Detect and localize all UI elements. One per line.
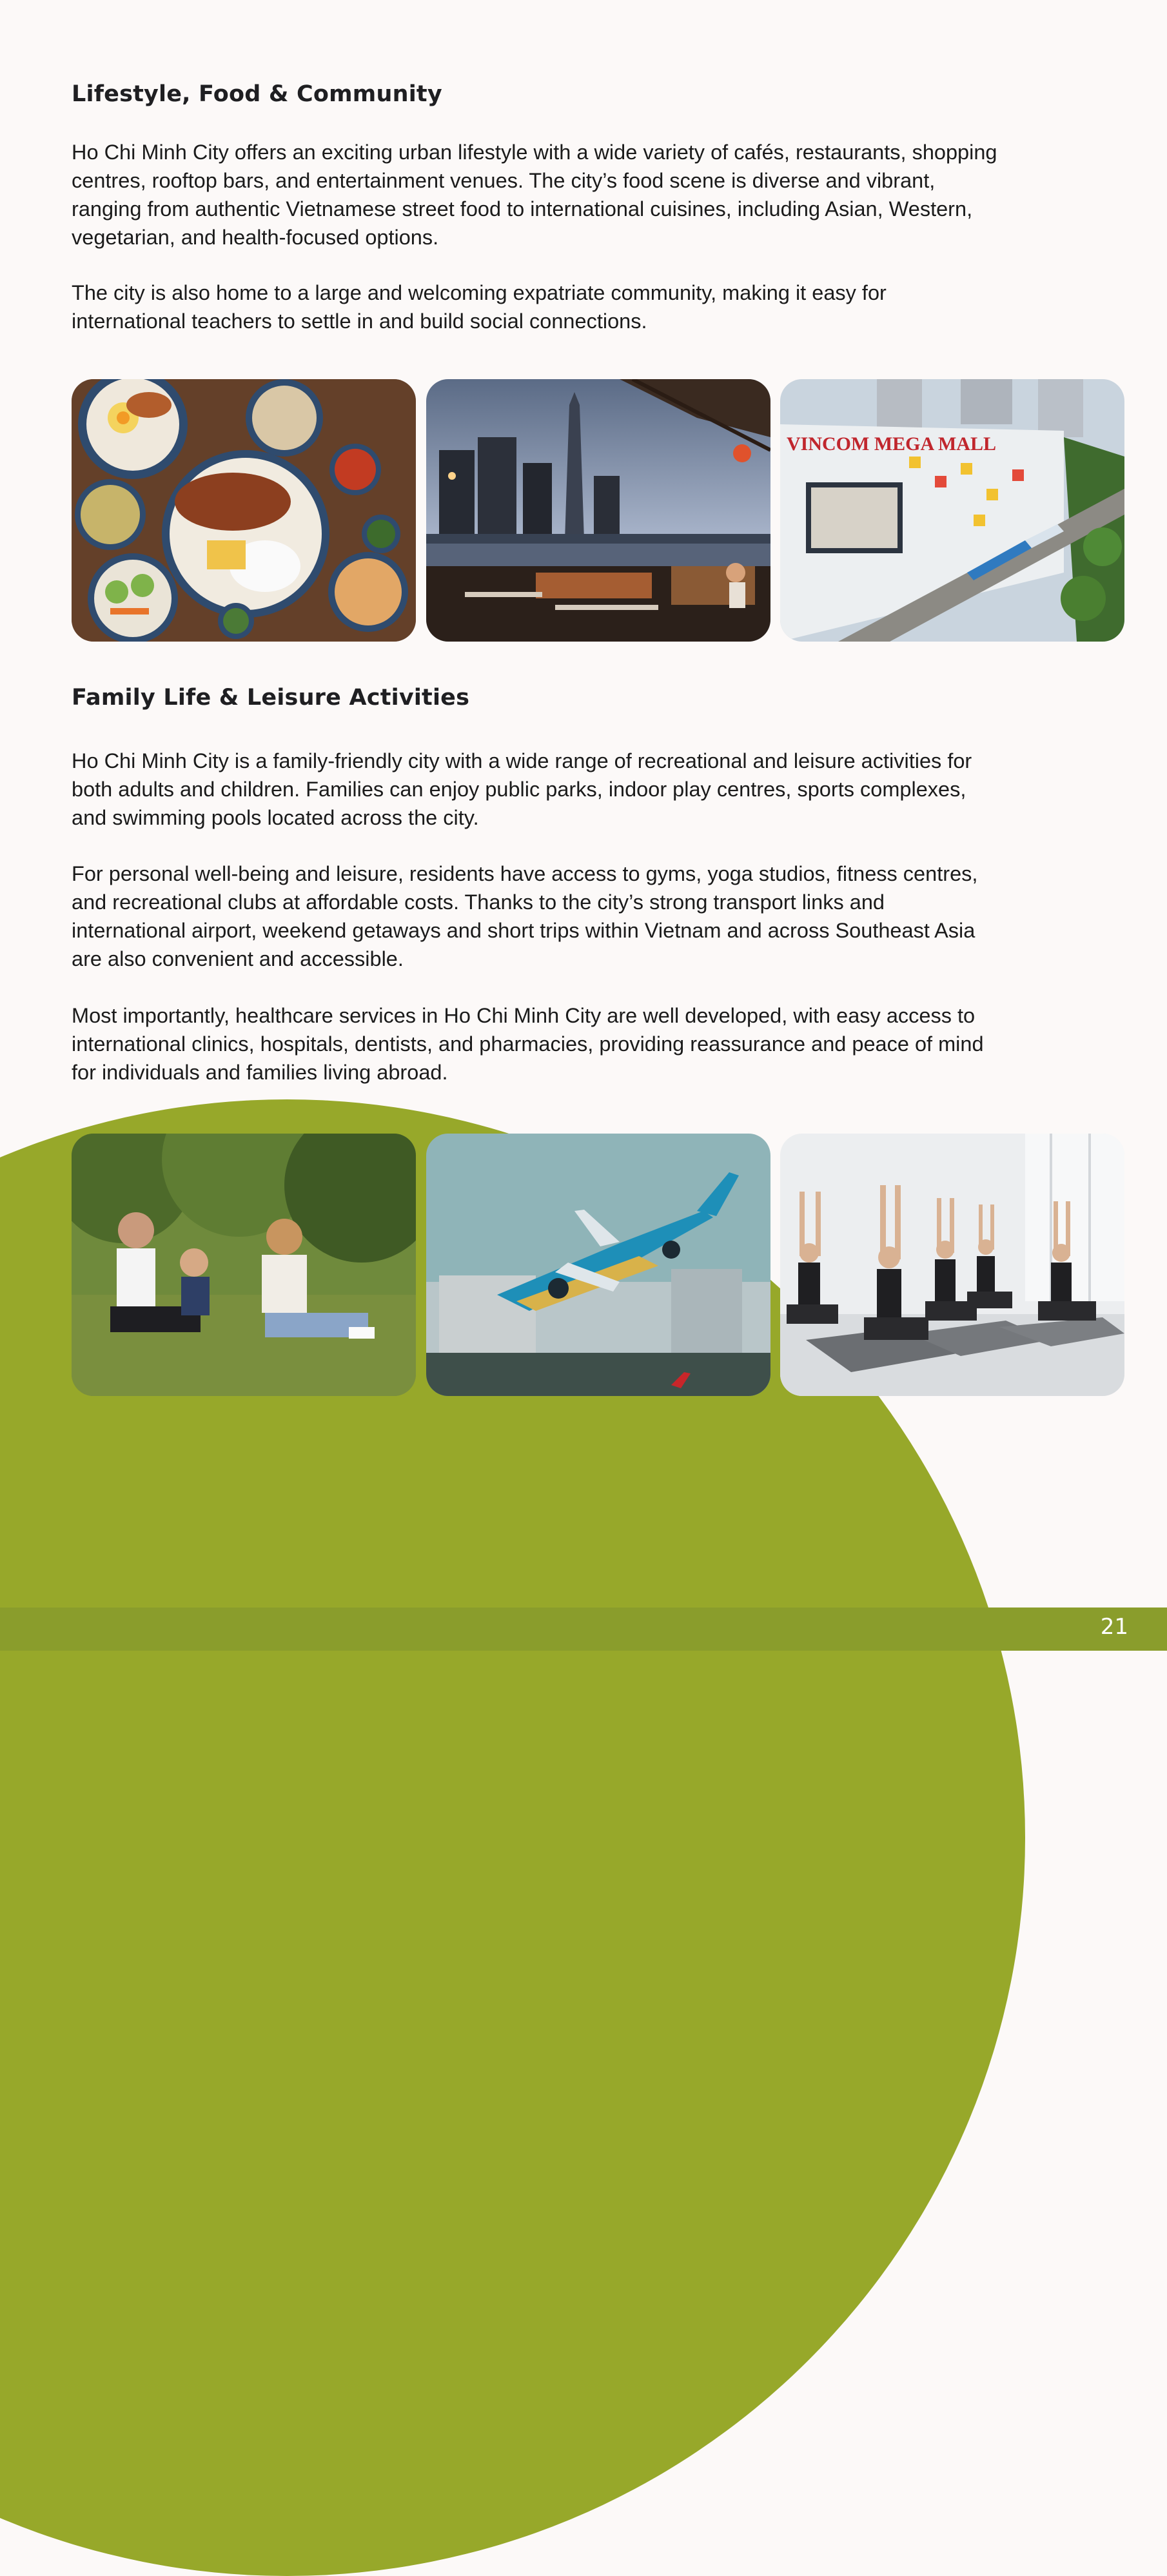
- photo-vincom-mega-mall-metro: [780, 379, 1124, 642]
- lifestyle-paragraph-2: The city is also home to a large and welcoming expatriate community, making it easy for international teachers to settle in and build social connections.: [72, 281, 887, 333]
- family-paragraph-3: Most importantly, healthcare services in Ho Chi Minh City are well developed, with easy access to international clinics, hospitals, dentists, and pharmacies, providing reassurance and peace of mind for individuals and families living abroad.: [72, 1004, 984, 1084]
- page-number: 21: [1100, 1614, 1128, 1640]
- leisure-photo-row: [72, 1134, 1124, 1396]
- photo-airplane-takeoff: [426, 1134, 770, 1396]
- footer-band: [0, 1608, 1167, 1651]
- family-paragraph-2: For personal well-being and leisure, residents have access to gyms, yoga studios, fitness centres, and recreational clubs at affordable costs. Thanks to the city’s strong transport links and international airport, weekend getaways and short trips within Vietnam and across Southeast Asia are also convenient and accessible.: [72, 862, 978, 970]
- section-heading-lifestyle: Lifestyle, Food & Community: [72, 81, 442, 107]
- mall-sign-text: VINCOM MEGA MALL: [787, 433, 996, 455]
- family-paragraph-1: Ho Chi Minh City is a family-friendly city with a wide range of recreational and leisure activities for both adults and children. Families can enjoy public parks, indoor play centres, sports complexes, and swimming pools located across the city.: [72, 749, 972, 829]
- lifestyle-paragraph-1: Ho Chi Minh City offers an exciting urban lifestyle with a wide variety of cafés, restaurants, shopping centres, rooftop bars, and entertainment venues. The city’s food scene is diverse and vibrant, ranging from authentic Vietnamese street food to international cuisines, including Asian, Western, vegetarian, and health-focused options.: [72, 141, 997, 249]
- photo-vietnamese-food: [72, 379, 416, 642]
- lifestyle-photo-row: [72, 379, 1124, 642]
- photo-riverside-city-dusk: [426, 379, 770, 642]
- photo-yoga-class: [780, 1134, 1124, 1396]
- photo-family-in-park: [72, 1134, 416, 1396]
- section-heading-family-life: Family Life & Leisure Activities: [72, 685, 470, 711]
